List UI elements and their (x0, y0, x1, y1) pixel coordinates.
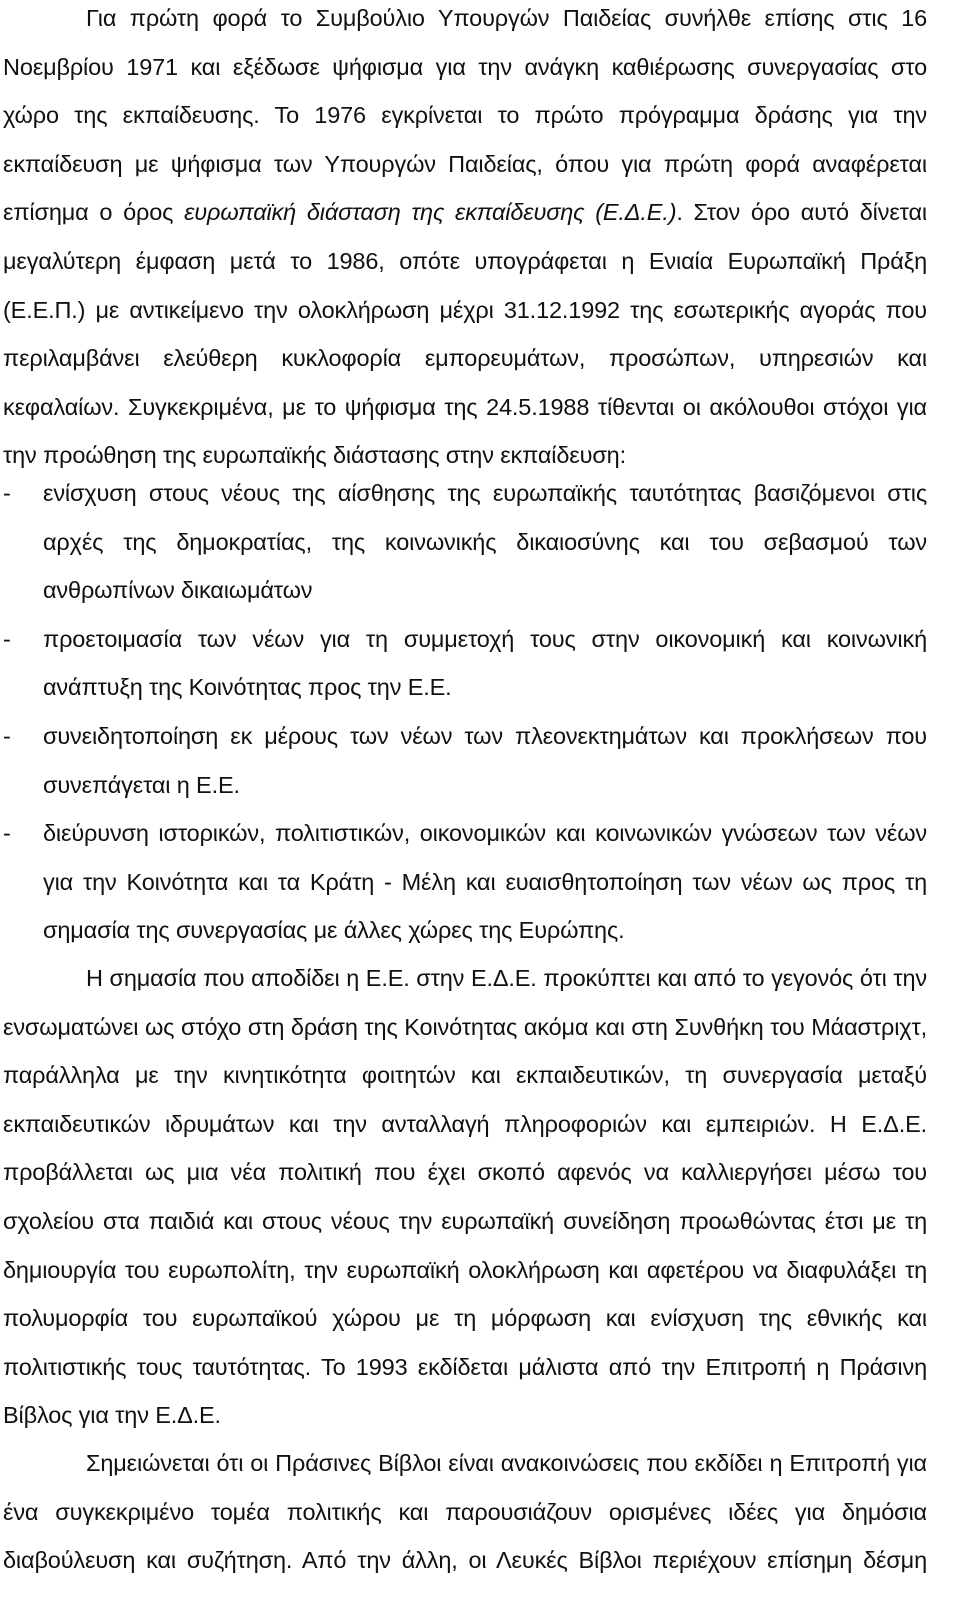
list-item-text: διεύρυνση ιστορικών, πολιτιστικών, οικονομικών και κοινωνικών γνώσεων των νέων για την Κοινότητα και τα Κράτη - Μέλη και ευαισθητοποίηση των νέων ως προς τη σημασία της συνεργασίας με άλλες χώρες της Ευρώπης. (43, 820, 927, 944)
bullet-dash: - (3, 820, 11, 847)
list-item-text: ενίσχυση στους νέους της αίσθησης της ευρωπαϊκής ταυτότητας βασιζόμενοι στις αρχές της δημοκρατίας, της κοινωνικής δικαιοσύνης και του σεβασμού των ανθρωπίνων δικαιωμάτων (43, 480, 927, 604)
paragraph-text: . Στον όρο αυτό δίνεται μεγαλύτερη έμφαση μετά το 1986, οπότε υπογράφεται η Ενιαία Ευρωπαϊκή Πράξη (Ε.Ε.Π.) με αντικείμενο την ολοκλήρωση μέχρι 31.12.1992 της εσωτερικής αγοράς που περιλαμβάνει ελεύθερη κυκλοφορία εμπορευμάτων, προσώπων, υπηρεσιών και κεφαλαίων. Συγκεκριμένα, με το ψήφισμα της 24.5.1988 τίθενται οι ακόλουθοι στόχοι για την προώθηση της ευρωπαϊκής διάστασης στην εκπαίδευση: (3, 199, 927, 469)
objectives-list (3, 469, 927, 955)
emphasis-term: ευρωπαϊκή διάσταση της εκπαίδευσης (Ε.Δ.Ε.) (184, 199, 677, 226)
bullet-dash: - (3, 722, 11, 749)
list-item (3, 615, 927, 712)
paragraph-text: Για πρώτη φορά το Συμβούλιο Υπουργών Παιδείας συνήλθε επίσης στις 16 Νοεμβρίου 1971 και εξέδωσε ψήφισμα για την ανάγκη καθιέρωσης συνεργασίας στο χώρο της εκπαίδευσης. Το 1976 εγκρίνεται το πρώτο πρόγραμμα δράσης για την εκπαίδευση με ψήφισμα των Υπουργών Παιδείας, όπου για πρώτη φορά αναφέρεται επίσημα ο όρος (3, 5, 927, 226)
list-item-text: προετοιμασία των νέων για τη συμμετοχή τους στην οικονομική και κοινωνική ανάπτυξη της Κοινότητας προς την Ε.Ε. (43, 625, 927, 701)
list-item (3, 809, 927, 955)
list-item (3, 712, 927, 809)
bullet-dash: - (3, 480, 11, 506)
paragraph-eu-education-history (3, 0, 927, 480)
paragraph-ede-significance: Η σημασία που αποδίδει η Ε.Ε. στην Ε.Δ.Ε. προκύπτει και από το γεγονός ότι την ενσωματώνει ως στόχο στη δράση της Κοινότητας ακόμα και στη Συνθήκη του Μάαστριχτ, παράλληλα με την κινητικότητα φοιτητών και εκπαιδευτικών, τη συνεργασία μεταξύ εκπαιδευτικών ιδρυμάτων και την ανταλλαγή πληροφοριών και εμπειριών. Η Ε.Δ.Ε. προβάλλεται ως μια νέα πολιτική που έχει σκοπό αφενός να καλλιεργήσει μέσω του σχολείου στα παιδιά και στους νέους την ευρωπαϊκή συνείδηση προωθώντας έτσι με τη δημιουργία του ευρωπολίτη, την ευρωπαϊκή ολοκλήρωση και αφετέρου να διαφυλάξει τη πολυμορφία του ευρωπαϊκού χώρου με τη μόρφωση και ενίσχυση της εθνικής και πολιτιστικής τους ταυτότητας. Το 1993 εκδίδεται μάλιστα από την Επιτροπή η Πράσινη Βίβλος για την Ε.Δ.Ε. (3, 965, 927, 1429)
bullet-dash: - (3, 625, 11, 652)
list-item (3, 469, 927, 615)
list-item-text: συνειδητοποίηση εκ μέρους των νέων των πλεονεκτημάτων και προκλήσεων που συνεπάγεται η Ε.Ε. (43, 722, 927, 798)
paragraph-green-papers: Σημειώνεται ότι οι Πράσινες Βίβλοι είναι ανακοινώσεις που εκδίδει η Επιτροπή για ένα συγκεκριμένο τομέα πολιτικής και παρουσιάζουν ορισμένες ιδέες για δημόσια διαβούλευση και συζήτηση. Από την άλλη, οι Λευκές Βίβλοι περιέχουν επίσημη δέσμη (3, 1450, 927, 1574)
